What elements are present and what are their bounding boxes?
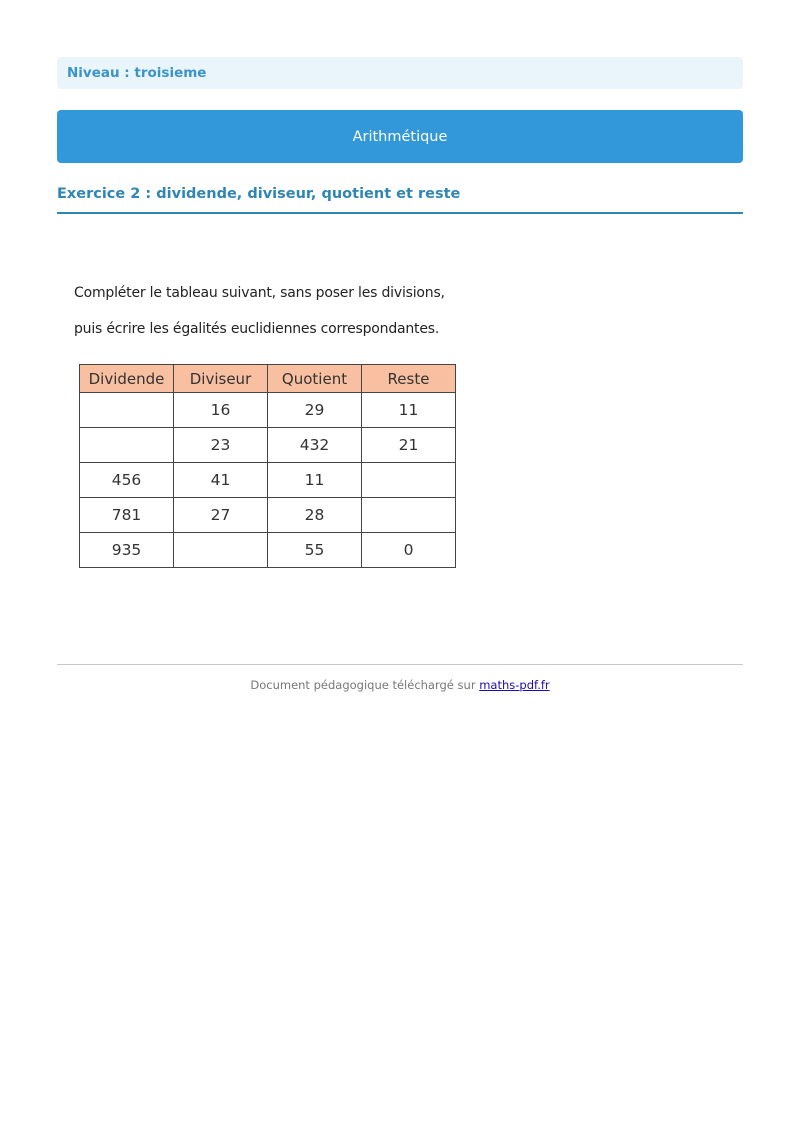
table-cell: 432 [268, 428, 362, 463]
title-divider [57, 212, 743, 214]
table-cell: 0 [362, 533, 456, 568]
footer-divider [57, 664, 743, 665]
table-cell: 16 [174, 393, 268, 428]
subject-banner [57, 110, 743, 163]
exercise-title: Exercice 2 : dividende, diviseur, quotient et reste [57, 186, 461, 202]
table-cell [362, 498, 456, 533]
instruction-line-1: Compléter le tableau suivant, sans poser les divisions, [74, 285, 445, 301]
table-row [80, 498, 456, 533]
table-cell [80, 393, 174, 428]
table-cell: 21 [362, 428, 456, 463]
table-header-row [80, 365, 456, 393]
table-cell: 55 [268, 533, 362, 568]
table-cell: 29 [268, 393, 362, 428]
column-header-diviseur: Diviseur [174, 365, 268, 393]
table-cell: 23 [174, 428, 268, 463]
division-table [79, 364, 456, 568]
footer-link[interactable]: maths-pdf.fr [479, 678, 550, 692]
table-cell: 456 [80, 463, 174, 498]
table-cell: 41 [174, 463, 268, 498]
column-header-quotient: Quotient [268, 365, 362, 393]
table-row [80, 533, 456, 568]
footer [57, 678, 743, 692]
column-header-reste: Reste [362, 365, 456, 393]
table-row [80, 393, 456, 428]
instruction-line-2: puis écrire les égalités euclidiennes correspondantes. [74, 321, 440, 337]
table-cell [174, 533, 268, 568]
table-cell [362, 463, 456, 498]
table-cell: 935 [80, 533, 174, 568]
table-cell: 28 [268, 498, 362, 533]
column-header-dividende: Dividende [80, 365, 174, 393]
table-row [80, 463, 456, 498]
table-cell: 27 [174, 498, 268, 533]
table-cell: 781 [80, 498, 174, 533]
footer-text: Document pédagogique téléchargé sur [250, 678, 480, 692]
level-label: Niveau : troisieme [57, 57, 743, 89]
subject-title: Arithmétique [352, 128, 448, 145]
table-row [80, 428, 456, 463]
table-cell: 11 [362, 393, 456, 428]
table-cell [80, 428, 174, 463]
table-cell: 11 [268, 463, 362, 498]
